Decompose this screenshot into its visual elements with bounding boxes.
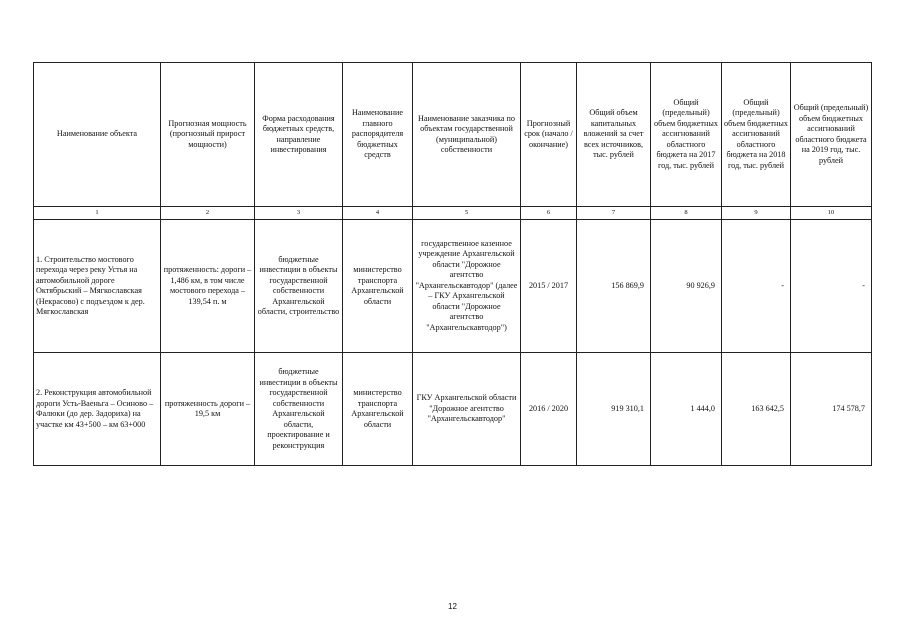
table-row: [34, 353, 872, 466]
header-customer: Наименование заказчика по объектам государственной (муниципальной) собственности: [413, 63, 521, 207]
investment-table: [33, 62, 872, 466]
header-budget-2018: Общий (предельный) объем бюджетных ассигнований областного бюджета на 2018 год, тыс. рублей: [722, 63, 791, 207]
header-spending-form: Форма расходования бюджетных средств, направление инвестирования: [255, 63, 343, 207]
header-object-name: Наименование объекта: [34, 63, 161, 207]
column-number: 9: [722, 207, 791, 220]
column-number: 2: [161, 207, 255, 220]
customer-cell: ГКУ Архангельской области "Дорожное агентство "Архангельскавтодор": [413, 353, 521, 466]
budget-2017-cell: 1 444,0: [651, 353, 722, 466]
administrator-cell: министерство транспорта Архангельской области: [343, 353, 413, 466]
column-number: 4: [343, 207, 413, 220]
header-budget-2017: Общий (предельный) объем бюджетных ассигнований областного бюджета на 2017 год, тыс. рублей: [651, 63, 722, 207]
object-name-cell: 1. Строительство мостового перехода через реку Устья на автомобильной дороге Октябрьский – Мягкославская (Некрасово) с подъездом к дер. Мягкославская: [34, 220, 161, 353]
column-number: 7: [577, 207, 651, 220]
budget-2019-cell: -: [791, 220, 872, 353]
capacity-cell: протяженность: дороги – 1,486 км, в том числе мостового перехода – 139,54 п. м: [161, 220, 255, 353]
spending-form-cell: бюджетные инвестиции в объекты государственной собственности Архангельской области, проектирование и реконструкция: [255, 353, 343, 466]
total-investment-cell: 919 310,1: [577, 353, 651, 466]
term-cell: 2015 / 2017: [521, 220, 577, 353]
header-budget-2019: Общий (предельный) объем бюджетных ассигнований областного бюджета на 2019 год, тыс. рублей: [791, 63, 872, 207]
header-row: [34, 63, 872, 207]
total-investment-cell: 156 869,9: [577, 220, 651, 353]
object-name-cell: 2. Реконструкция автомобильной дороги Усть-Ваеньга – Осиново – Фалюки (до дер. Задориха) на участке км 43+500 – км 63+000: [34, 353, 161, 466]
capacity-cell: протяженность дороги – 19,5 км: [161, 353, 255, 466]
column-number: 5: [413, 207, 521, 220]
administrator-cell: министерство транспорта Архангельской области: [343, 220, 413, 353]
header-total-investment: Общий объем капитальных вложений за счет всех источников, тыс. рублей: [577, 63, 651, 207]
table-row: [34, 220, 872, 353]
term-cell: 2016 / 2020: [521, 353, 577, 466]
column-number-row: [34, 207, 872, 220]
budget-2019-cell: 174 578,7: [791, 353, 872, 466]
column-number: 6: [521, 207, 577, 220]
column-number: 8: [651, 207, 722, 220]
budget-2017-cell: 90 926,9: [651, 220, 722, 353]
column-number: 3: [255, 207, 343, 220]
budget-2018-cell: -: [722, 220, 791, 353]
header-term: Прогнозный срок (начало / окончание): [521, 63, 577, 207]
spending-form-cell: бюджетные инвестиции в объекты государственной собственности Архангельской области, строительство: [255, 220, 343, 353]
budget-2018-cell: 163 642,5: [722, 353, 791, 466]
header-administrator: Наименование главного распорядителя бюджетных средств: [343, 63, 413, 207]
customer-cell: государственное казенное учреждение Архангельской области "Дорожное агентство "Архангельскавтодор" (далее – ГКУ Архангельской области "Дорожное агентство "Архангельскавтодор"): [413, 220, 521, 353]
header-capacity: Прогнозная мощность (прогнозный прирост мощности): [161, 63, 255, 207]
page-number: 12: [448, 602, 457, 611]
column-number: 10: [791, 207, 872, 220]
column-number: 1: [34, 207, 161, 220]
